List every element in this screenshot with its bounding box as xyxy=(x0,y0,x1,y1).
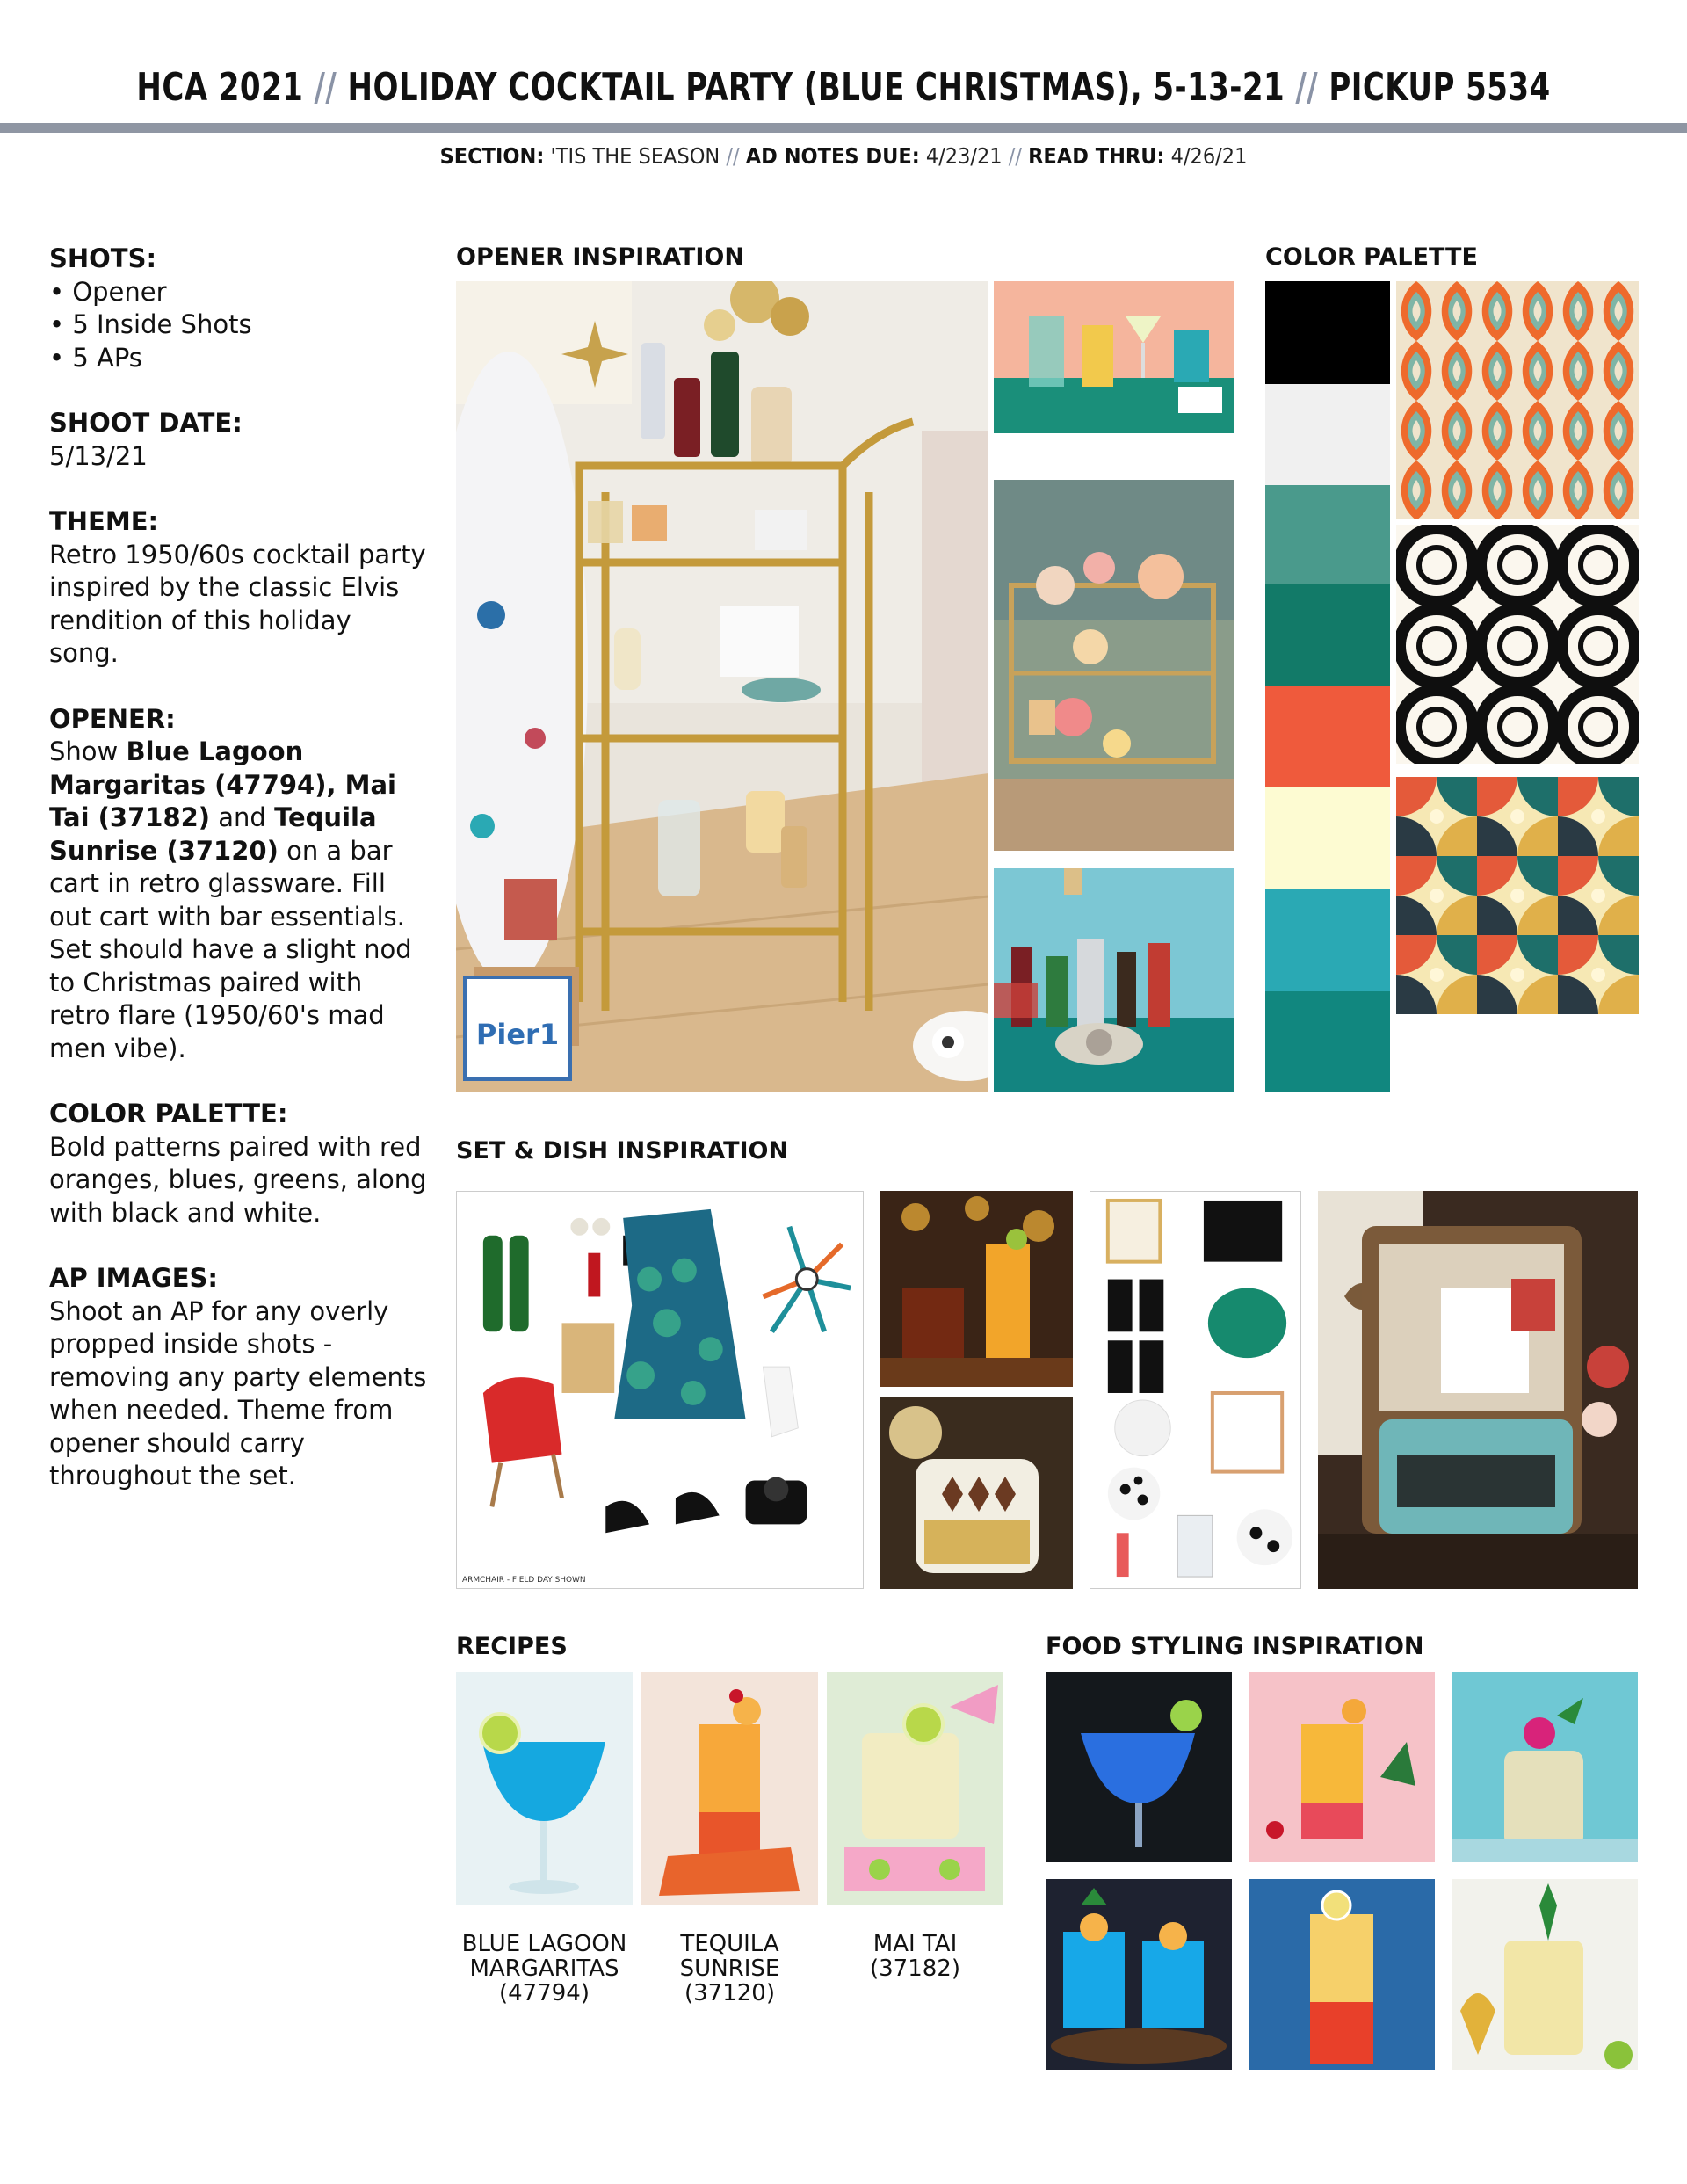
read-thru-value: 4/26/21 xyxy=(1170,143,1248,169)
palette-block xyxy=(49,1098,427,1230)
food-styling-blue-margarita-photo xyxy=(1046,1672,1232,1862)
food-styling-pineapple-photo xyxy=(1452,1879,1638,2070)
opener-block xyxy=(49,703,427,1066)
subtitle-separator: // xyxy=(1008,143,1022,169)
theme-text: Retro 1950/60s cocktail party inspired by the classic Elvis rendition of this holiday song. xyxy=(49,539,426,668)
food-styling-sunset-highball-photo xyxy=(1249,1879,1435,2070)
palette-swatch-black xyxy=(1265,281,1390,384)
food-styling-tiki-photo xyxy=(1452,1672,1638,1862)
recipe-tequila-sunrise-photo xyxy=(641,1672,818,1905)
page-title xyxy=(118,65,1568,110)
shots-item: • Opener xyxy=(49,276,167,307)
ap-block xyxy=(49,1262,427,1493)
title-part-3: PICKUP 5534 xyxy=(1329,65,1551,110)
opener-label: OPENER: xyxy=(49,703,176,734)
shots-label: SHOTS: xyxy=(49,243,157,273)
color-palette-heading: COLOR PALETTE xyxy=(1265,243,1478,271)
read-thru-label: READ THRU: xyxy=(1028,143,1165,169)
section-label: SECTION: xyxy=(439,143,545,169)
title-part-1: HCA 2021 xyxy=(136,65,304,110)
palette-text: Bold patterns paired with red oranges, blues, greens, along with black and white. xyxy=(49,1131,427,1228)
subtitle xyxy=(84,143,1603,169)
title-separator: // xyxy=(314,65,337,110)
shots-list xyxy=(49,276,427,375)
opener-text: on a bar cart in retro glassware. Fill out cart with bar essentials. Set should have a slight nod to Christmas paired with retro flare (1950/60's mad men vibe). xyxy=(49,835,412,1063)
bar-cart-photo xyxy=(456,281,988,1092)
theme-label: THEME: xyxy=(49,506,159,536)
bar-drinks-photo xyxy=(880,1191,1073,1387)
food-styling-blue-citrus-photo xyxy=(1046,1879,1232,2070)
palette-swatch-deep-teal xyxy=(1265,584,1390,686)
title-separator: // xyxy=(1295,65,1319,110)
recipe-caption-mai-tai: MAI TAI (37182) xyxy=(870,1931,960,1982)
vintage-bar-phone-photo xyxy=(994,868,1234,1092)
palette-swatch-jade xyxy=(1265,991,1390,1092)
theme-block xyxy=(49,505,427,671)
opener-text: Show xyxy=(49,736,119,766)
palette-swatch-turquoise xyxy=(1265,889,1390,991)
shoot-date-label: SHOOT DATE: xyxy=(49,408,243,438)
cocktail-tray-photo xyxy=(994,281,1234,433)
food-styling-heading: FOOD STYLING INSPIRATION xyxy=(1046,1633,1424,1660)
recipe-blue-lagoon-photo xyxy=(456,1672,633,1905)
palette-swatch-red-orange xyxy=(1265,686,1390,787)
food-styling-pink-sunrise-photo xyxy=(1249,1672,1435,1862)
recipe-mai-tai-photo xyxy=(827,1672,1003,1905)
recipes-heading: RECIPES xyxy=(456,1633,568,1660)
opener-inspiration-heading: OPENER INSPIRATION xyxy=(456,243,744,271)
recipe-caption-tequila-sunrise: TEQUILA SUNRISE (37120) xyxy=(679,1931,780,2006)
armchair-caption: ARMCHAIR - FIELD DAY SHOWN xyxy=(461,1576,586,1585)
palette-label: COLOR PALETTE: xyxy=(49,1099,288,1128)
ad-notes-label: AD NOTES DUE: xyxy=(745,143,920,169)
opener-recipes-bold: Blue Lagoon Margaritas (47794), Mai Tai (37182) xyxy=(49,736,396,832)
section-value: 'TIS THE SEASON xyxy=(550,143,720,169)
brief-column xyxy=(49,243,427,1526)
shoot-date-value: 5/13/21 xyxy=(49,440,148,471)
subtitle-separator: // xyxy=(726,143,740,169)
floral-bar-cart-photo xyxy=(994,480,1234,851)
retro-collage-photo xyxy=(456,1191,864,1589)
palette-swatch-cream xyxy=(1265,787,1390,889)
gold-diamond-glass-photo xyxy=(880,1397,1073,1589)
barware-collage-photo xyxy=(1090,1191,1301,1589)
set-dish-heading: SET & DISH INSPIRATION xyxy=(456,1137,789,1165)
opener-text: and xyxy=(218,802,266,832)
shoot-date-block xyxy=(49,407,427,473)
ap-text: Shoot an AP for any overly propped inside shots - removing any party elements when needed. Theme from opener should carry throughout the set. xyxy=(49,1295,427,1491)
opener-recipe-bold: Tequila Sunrise (37120) xyxy=(49,802,377,866)
ad-notes-value: 4/23/21 xyxy=(925,143,1003,169)
shots-item: • 5 APs xyxy=(49,342,142,373)
ap-label: AP IMAGES: xyxy=(49,1263,218,1293)
pattern-orange-ogee xyxy=(1396,281,1639,519)
typewriter-invitation-photo xyxy=(1318,1191,1638,1589)
palette-swatch-white xyxy=(1265,384,1390,485)
pattern-geometric-quarter-circles xyxy=(1396,777,1639,1014)
pier1-logo: Pier1 xyxy=(475,1018,560,1051)
shots-block xyxy=(49,243,427,374)
header-rule xyxy=(0,123,1687,133)
recipe-caption-blue-lagoon: BLUE LAGOON MARGARITAS (47794) xyxy=(461,1931,627,2006)
pattern-black-white-circles xyxy=(1396,525,1639,764)
shots-item: • 5 Inside Shots xyxy=(49,309,252,339)
palette-swatch-sage-teal xyxy=(1265,485,1390,584)
title-part-2: HOLIDAY COCKTAIL PARTY (BLUE CHRISTMAS), 5-13-21 xyxy=(347,65,1285,110)
